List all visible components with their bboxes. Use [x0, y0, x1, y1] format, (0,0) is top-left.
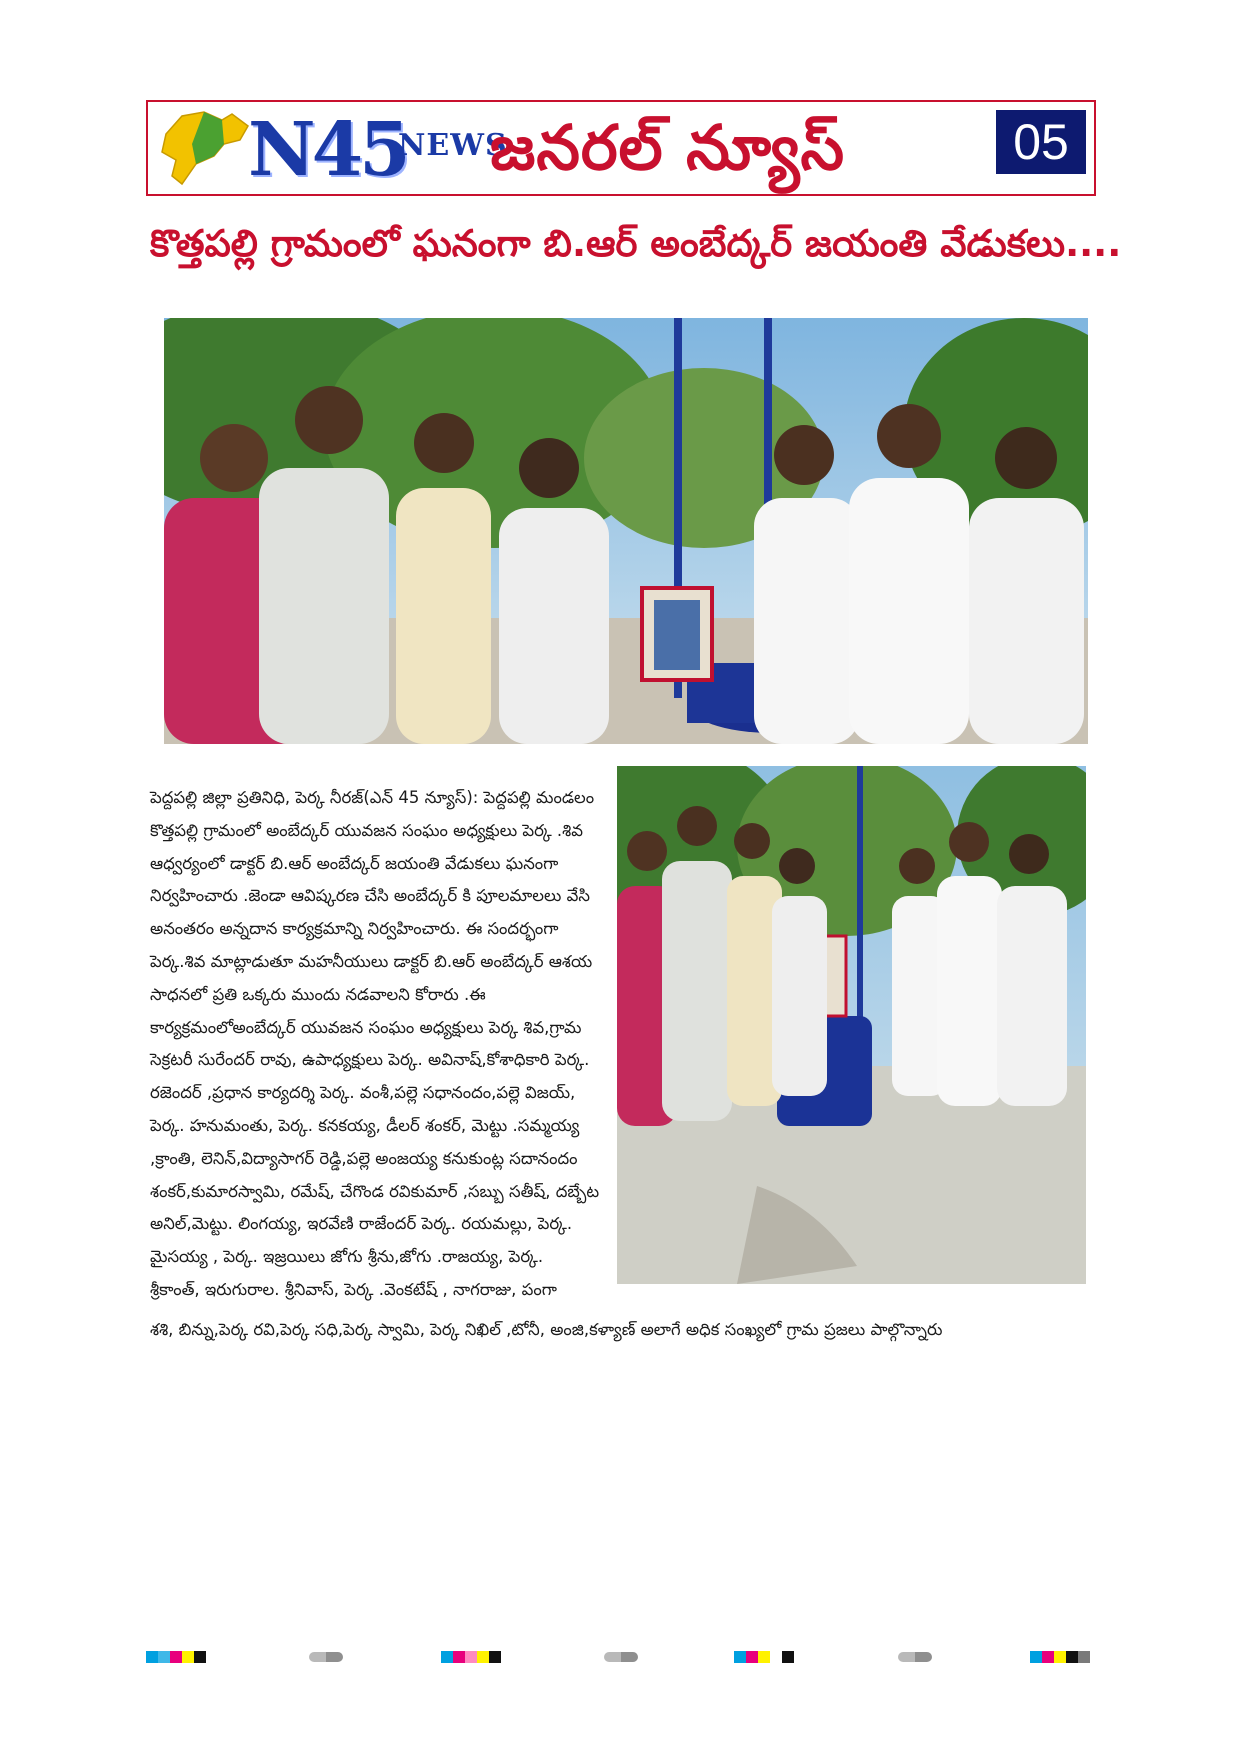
- registration-pill: [898, 1652, 932, 1662]
- swatch: [158, 1651, 170, 1663]
- article-line: మైసయ్య , పెర్క. ఇజ్రయిలు జోగు శ్రీను,జోగు .రాజయ్య, పెర్క.: [150, 1247, 544, 1267]
- swatch: [770, 1651, 782, 1663]
- article-line: కొత్తపల్లి గ్రామంలో అంబేద్కర్ యువజన సంఘం అధ్యక్షులు పెర్క .శివ: [150, 820, 583, 840]
- swatch: [170, 1651, 182, 1663]
- article-body: [150, 782, 608, 1307]
- swatch: [441, 1651, 453, 1663]
- color-registration-bar: [146, 1651, 206, 1663]
- swatch: [146, 1651, 158, 1663]
- color-registration-bar: [441, 1651, 501, 1663]
- article-line: అనిల్,మెట్టు. లింగయ్య, ఇరవేణి రాజేందర్ పెర్క. రయమల్లు, పెర్క.: [150, 1214, 573, 1234]
- swatch: [1054, 1651, 1066, 1663]
- color-registration-bar: [734, 1651, 794, 1663]
- registration-pill: [309, 1652, 343, 1662]
- article-line: అనంతరం అన్నదాన కార్యక్రమాన్ని నిర్వహించారు. ఈ సందర్భంగా: [150, 919, 559, 939]
- swatch: [453, 1651, 465, 1663]
- masthead-banner: [146, 100, 1096, 196]
- swatch: [746, 1651, 758, 1663]
- swatch: [477, 1651, 489, 1663]
- swatch: [194, 1651, 206, 1663]
- color-registration-bar: [1030, 1651, 1090, 1663]
- swatch: [782, 1651, 794, 1663]
- article-line: పెర్క.శివ మాట్లాడుతూ మహనీయులు డాక్టర్ బి.ఆర్ అంబేద్కర్ ఆశయ: [150, 951, 593, 971]
- article-line: నిర్వహించారు .జెండా ఆవిష్కరణ చేసి అంబేద్కర్ కి పూలమాలలు వేసి: [150, 886, 590, 906]
- main-group-photo: [164, 318, 1088, 744]
- state-map-icon: [152, 104, 262, 194]
- article-line: పెర్క. హనుమంతు, పెర్క. కనకయ్య, డీలర్ శంకర్, మెట్టు .సమ్మయ్య: [150, 1115, 580, 1135]
- swatch: [734, 1651, 746, 1663]
- registration-pill: [604, 1652, 638, 1662]
- article-line: శ్రీకాంత్, ఇరుగురాల. శ్రీనివాస్, పెర్క .వెంకటేష్ , నాగరాజు, పంగా: [150, 1279, 557, 1299]
- logo-news: NEWS: [398, 128, 508, 163]
- side-group-photo: [617, 766, 1086, 1284]
- article-line: ఆధ్వర్యంలో డాక్టర్ బి.ఆర్ అంబేద్కర్ జయంతి వేడుకలు ఘనంగా: [150, 853, 559, 873]
- article-line: రజెందర్ ,ప్రధాన కార్యదర్శి పెర్క. వంశీ,పల్లె సధానందం,పల్లె విజయ్,: [150, 1083, 576, 1103]
- swatch: [1030, 1651, 1042, 1663]
- group-photo-image: [617, 766, 1086, 1284]
- article-headline: కొత్తపల్లి గ్రామంలో ఘనంగా బి.ఆర్ అంబేద్కర్ జయంతి వేడుకలు....: [150, 222, 1122, 265]
- swatch: [758, 1651, 770, 1663]
- swatch: [1042, 1651, 1054, 1663]
- swatch: [489, 1651, 501, 1663]
- article-line: పెద్దపల్లి జిల్లా ప్రతినిధి, పెర్క నీరజ్(ఎన్ 45 న్యూస్): పెద్దపల్లి మండలం: [150, 788, 595, 807]
- article-line: సాధనలో ప్రతి ఒక్కరు ముందు నడవాలని కోరారు .ఈ: [150, 984, 486, 1004]
- swatch: [465, 1651, 477, 1663]
- article-line: శంకర్,కుమారస్వామి, రమేష్, చేగొండ రవికుమార్ ,సబ్బు సతీష్, దబ్బేట: [150, 1181, 600, 1201]
- swatch: [1066, 1651, 1078, 1663]
- article-line: ,క్రాంతి, లెనిన్,విద్యాసాగర్ రెడ్డి,పల్లె అంజయ్య కనుకుంట్ల సదానందం: [150, 1148, 578, 1168]
- logo-n45: N45: [248, 107, 407, 193]
- page-number-badge: 05: [996, 110, 1086, 174]
- group-photo-image: [164, 318, 1088, 744]
- article-line: కార్యక్రమంలోఅంబేద్కర్ యువజన సంఘం అధ్యక్షులు పెర్క శివ,గ్రామ: [150, 1017, 582, 1037]
- article-line: సెక్రటరీ సురేందర్ రావు, ఉపాధ్యక్షులు పెర్క. అవినాష్,కోశాధికారి పెర్క.: [150, 1050, 590, 1070]
- masthead-title: జనరల్ న్యూస్: [490, 111, 846, 184]
- swatch: [182, 1651, 194, 1663]
- article-last-line: శశి, బిన్ను,పెర్క రవి,పెర్క సధి,పెర్క స్వామి, పెర్క నిఖిల్ ,టోనీ, అంజి,కళ్యాణ్ అలాగే అధిక సంఖ్యలో గ్రామ ప్రజలు పాల్గొన్నారు: [150, 1320, 943, 1339]
- swatch: [1078, 1651, 1090, 1663]
